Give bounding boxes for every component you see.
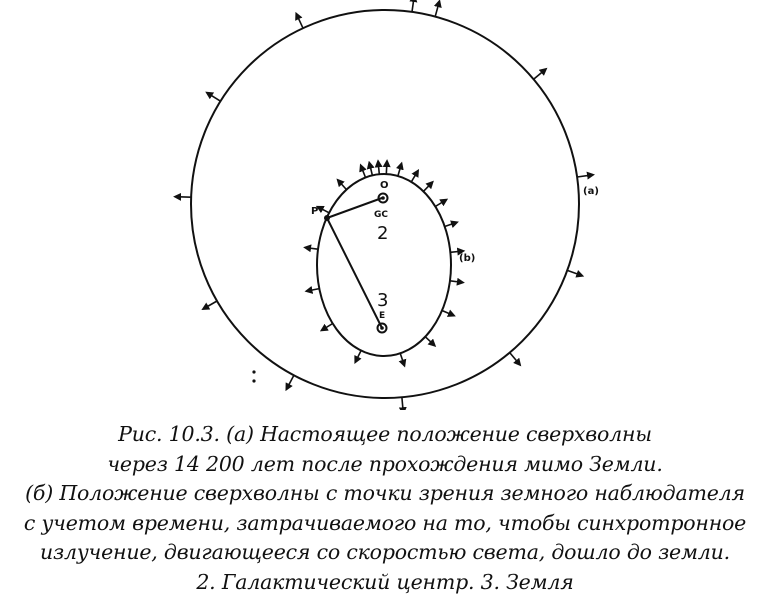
caption-line-3: (б) Положение сверхволны с точки зрения земного наблюдателя bbox=[25, 481, 745, 505]
outward-arrow bbox=[435, 1, 439, 16]
label-e: E bbox=[379, 311, 386, 321]
label-gc: GC bbox=[374, 210, 388, 220]
label-o: O bbox=[380, 180, 389, 191]
outward-arrow bbox=[577, 175, 593, 177]
label-inner-curve: (b) bbox=[459, 253, 476, 264]
outward-arrow bbox=[423, 182, 432, 191]
outward-arrow bbox=[296, 14, 303, 29]
outward-arrow bbox=[445, 222, 457, 226]
outward-arrow bbox=[400, 353, 404, 365]
outward-arrow bbox=[307, 289, 320, 292]
outward-arrow bbox=[510, 353, 520, 365]
inner-observed-ellipse bbox=[317, 174, 451, 356]
speck-mark bbox=[252, 379, 255, 382]
outward-arrow bbox=[203, 301, 217, 309]
outward-arrow bbox=[369, 163, 372, 176]
caption-line-2: через 14 200 лет после прохождения мимо Земли. bbox=[107, 451, 663, 476]
figure-caption bbox=[0, 420, 770, 597]
outward-arrow bbox=[378, 161, 379, 174]
outward-arrow bbox=[175, 197, 191, 198]
label-galactic-center-number: 2 bbox=[377, 223, 389, 244]
speck-mark bbox=[252, 370, 255, 373]
outward-arrow bbox=[435, 200, 446, 207]
label-earth-number: 3 bbox=[377, 290, 389, 311]
outward-arrow bbox=[305, 248, 318, 250]
outward-arrow bbox=[322, 324, 333, 331]
inner-arrows bbox=[305, 161, 463, 366]
outward-arrow bbox=[534, 69, 546, 79]
caption-line-4: с учетом времени, затрачиваемого на то, чтобы синхротронное bbox=[23, 510, 747, 535]
label-outer-curve: (a) bbox=[583, 186, 599, 197]
caption-line-5: излучение, двигающееся со скоростью света, дошло до земли. bbox=[40, 540, 730, 564]
outward-arrow bbox=[355, 351, 361, 363]
point-e-center bbox=[380, 326, 384, 330]
outward-arrow bbox=[450, 281, 463, 283]
outward-arrow bbox=[207, 93, 221, 102]
outward-arrow bbox=[338, 180, 347, 190]
outward-arrow bbox=[567, 270, 582, 275]
label-p: P bbox=[311, 206, 319, 217]
caption-line-1: Рис. 10.3. (а) Настоящее положение сверхволны bbox=[118, 422, 652, 446]
outward-arrow bbox=[386, 161, 387, 174]
point-o-center bbox=[381, 196, 385, 200]
outward-arrow bbox=[411, 171, 418, 182]
outward-arrow bbox=[442, 311, 454, 316]
line-p-to-e bbox=[327, 218, 382, 328]
outward-arrow bbox=[398, 164, 402, 177]
outward-arrow bbox=[286, 375, 294, 389]
outward-arrow bbox=[361, 165, 366, 177]
outward-arrow bbox=[402, 397, 403, 410]
point-p-dot bbox=[324, 215, 330, 221]
caption-line-6: 2. Галактический центр. 3. Земля bbox=[196, 569, 574, 594]
outer-arrows bbox=[175, 0, 593, 410]
outward-arrow bbox=[425, 337, 435, 346]
outward-arrow bbox=[318, 207, 330, 213]
outer-superwave-circle bbox=[191, 10, 579, 398]
outward-arrow bbox=[412, 0, 414, 12]
